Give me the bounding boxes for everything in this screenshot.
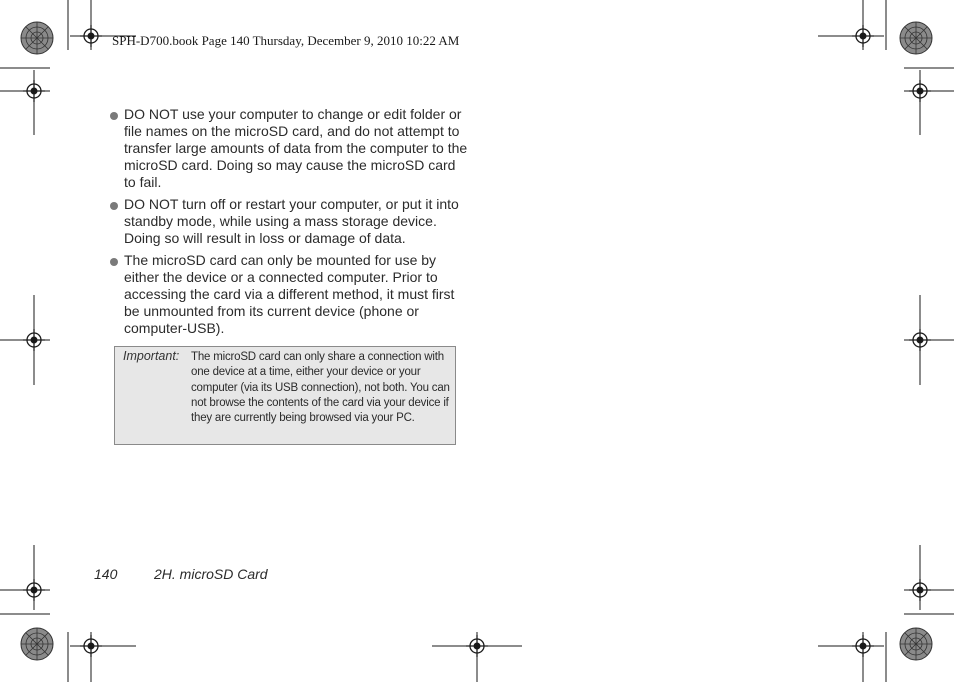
- important-note-box: [114, 346, 456, 445]
- caution-list: [110, 106, 470, 342]
- book-header-line: SPH-D700.book Page 140 Thursday, December 9, 2010 10:22 AM: [112, 33, 460, 48]
- section-name: 2H. microSD Card: [154, 566, 268, 582]
- list-item: [110, 196, 470, 247]
- list-item-text: The microSD card can only be mounted for use by either the device or a connected computer. Prior to accessing the card via a different method, it must first be unmounted from its current device (phone or computer-USB).: [124, 252, 455, 336]
- list-item: [110, 252, 470, 337]
- bullet-icon: [110, 258, 118, 266]
- list-item-text: DO NOT turn off or restart your computer, or put it into standby mode, while using a mass storage device. Doing so will result in loss or damage of data.: [124, 196, 459, 246]
- list-item-text: DO NOT use your computer to change or edit folder or file names on the microSD card, and do not attempt to transfer large amounts of data from the computer to the microSD card. Doing so may cause the microSD card to fail.: [124, 106, 468, 190]
- page-number: 140: [94, 566, 118, 582]
- list-item: [110, 106, 470, 191]
- bullet-icon: [110, 112, 118, 120]
- bullet-icon: [110, 202, 118, 210]
- note-label: Important:: [123, 349, 180, 363]
- note-text: The microSD card can only share a connection with one device at a time, either your device or your computer (via its USB connection), not both. You can not browse the contents of the card via your device if they are currently being browsed via your PC.: [191, 351, 450, 425]
